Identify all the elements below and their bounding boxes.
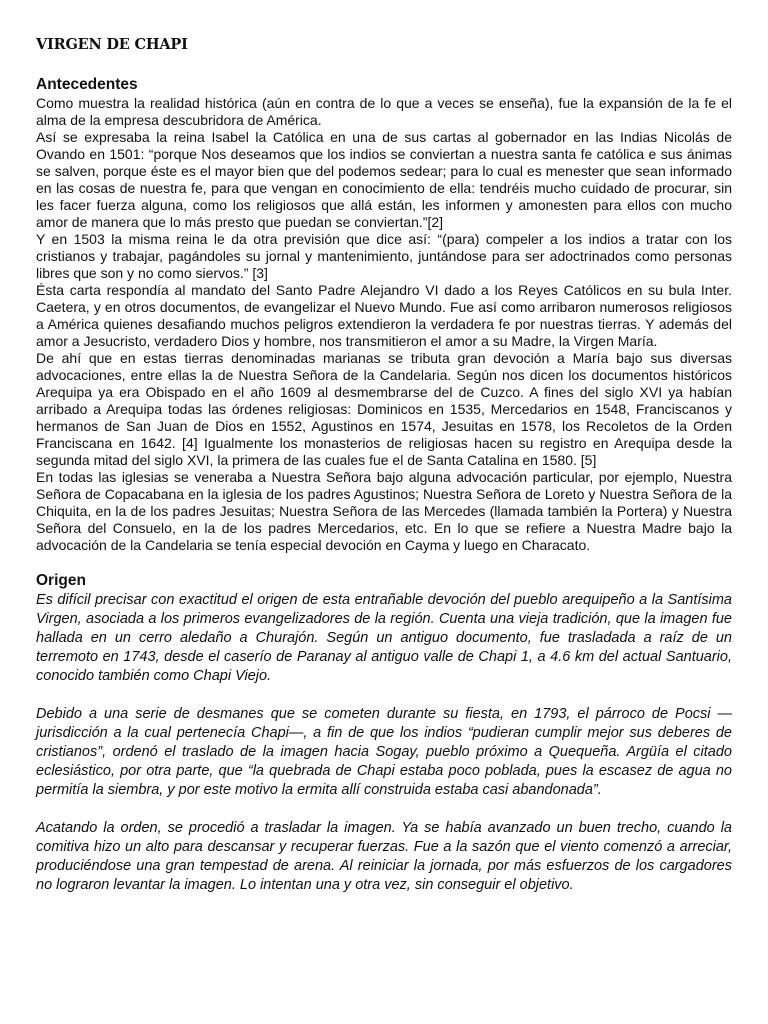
antecedentes-paragraph-1: Como muestra la realidad histórica (aún en contra de lo que a veces se enseña), fue la expansión de la fe el alma de la empresa descubridora de América. [36, 95, 732, 128]
document-page [36, 36, 732, 914]
section-heading-origen: Origen [36, 572, 86, 589]
antecedentes-paragraph-2: Así se expresaba la reina Isabel la Católica en una de sus cartas al gobernador en las Indias Nicolás de Ovando en 1501: “porque Nos deseamos que los indios se conviertan a nuestra santa fe católica e sus ánimas se salven, porque éste es el mayor bien que del podemos sedear; para lo cual es menester que sean informado en las cosas de nuestra fe, para que vengan en conocimiento de ella: tendréis mucho cuidado de procurar, sin les facer fuerza alguna, como los religiosos que allá están, les informen y amonesten para ellos con mucho amor de manera que lo más presto que puedan se conviertan.”[2] [36, 129, 732, 230]
origen-paragraph-3: Acatando la orden, se procedió a trasladar la imagen. Ya se había avanzado un buen trecho, cuando la comitiva hizo un alto para descansar y recuperar fuerzas. Fue a la sazón que el viento comenzó a arreciar, produciéndose una gran tempestad de arena. Al reiniciar la jornada, por más esfuerzos de los cargadores no lograron levantar la imagen. Lo intentan una y otra vez, sin conseguir el objetivo. [36, 820, 732, 893]
origen-paragraph-1: Es difícil precisar con exactitud el origen de esta entrañable devoción del pueblo arequipeño a la Santísima Virgen, asociada a los primeros evangelizadores de la región. Cuenta una vieja tradición, que la imagen fue hallada en un cerro aledaño a Churajón. Según un antiguo documento, fue trasladada a raíz de un terremoto en 1743, desde el caserío de Paranay al antiguo valle de Chapi 1, a 4.6 km del actual Santuario, conocido también como Chapi Viejo. [36, 592, 732, 684]
antecedentes-paragraph-6: En todas las iglesias se veneraba a Nuestra Señora bajo alguna advocación particular, por ejemplo, Nuestra Señora de Copacabana en la iglesia de los padres Agustinos; Nuestra Señora de Loreto y Nuestra Señora de la Chiquita, en la de los padres Jesuitas; Nuestra Señora de las Mercedes (llamada también la Portera) y Nuestra Señora del Consuelo, en la de los padres Mercedarios, etc. En lo que se refiere a Nuestra Madre bajo la advocación de la Candelaria se tenía especial devoción en Cayma y luego en Characato. [36, 469, 732, 553]
origen-paragraph-2: Debido a una serie de desmanes que se cometen durante su fiesta, en 1793, el párroco de Pocsi —jurisdicción a la cual pertenecía Chapi—, a fin de que los indios “pudieran cumplir mejor sus deberes de cristianos”, ordenó el traslado de la imagen hacia Sogay, pueblo próximo a Quequeña. Argüía el citado eclesiástico, por otra parte, que “la quebrada de Chapi estaba poco poblada, pues la escasez de agua no permitía la siembra, y por este motivo la ermita allí construida estaba casi abandonada”. [36, 706, 732, 798]
antecedentes-paragraph-3: Y en 1503 la misma reina le da otra previsión que dice así: “(para) compeler a los indios a tratar con los cristianos y trabajar, pagándoles su jornal y mantenimiento, juntándose para ser adoctrinados como personas libres que son y no como siervos.” [3] [36, 231, 732, 281]
document-title: VIRGEN DE CHAPI [36, 36, 188, 53]
antecedentes-paragraph-4: Ésta carta respondía al mandato del Santo Padre Alejandro VI dado a los Reyes Católicos en su bula Inter. Caetera, y en otros documentos, de evangelizar el Nuevo Mundo. Fue así como arribaron numerosos religiosos a América quienes desafiando muchos peligros extendieron la verdadera fe por nuestras tierras. Y además del amor a Jesucristo, verdadero Dios y hombre, nos transmitieron el amor a su Madre, la Virgen María. [36, 282, 732, 349]
section-heading-antecedentes: Antecedentes [36, 76, 138, 93]
antecedentes-paragraph-5: De ahí que en estas tierras denominadas marianas se tributa gran devoción a María bajo sus diversas advocaciones, entre ellas la de Nuestra Señora de la Candelaria. Según nos dicen los documentos históricos Arequipa ya era Obispado en el año 1609 al desmembrarse del de Cuzco. A fines del siglo XVI ya habían arribado a Arequipa todas las órdenes religiosas: Dominicos en 1535, Mercedarios en 1548, Franciscanos y hermanos de San Juan de Dios en 1552, Agustinos en 1574, Jesuitas en 1578, los Recoletos de la Orden Franciscana en 1642. [4] Igualmente los monasterios de religiosas hacen su registro en Arequipa desde la segunda mitad del siglo XVI, la primera de las cuales fue el de Santa Catalina en 1580. [5] [36, 350, 732, 468]
